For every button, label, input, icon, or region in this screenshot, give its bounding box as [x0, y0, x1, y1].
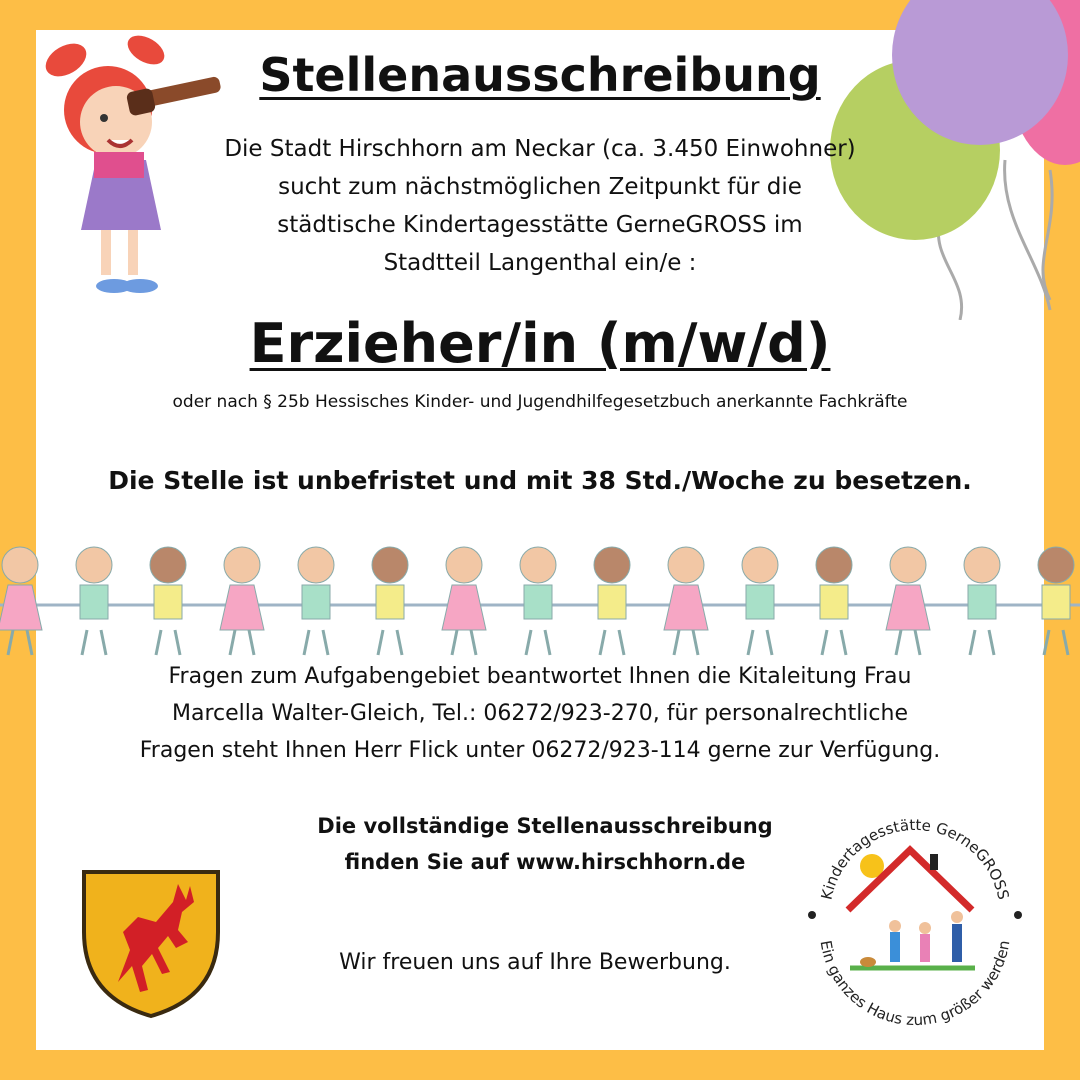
full-ad-line: finden Sie auf www.hirschhorn.de	[344, 850, 746, 874]
coat-of-arms-stag	[78, 862, 224, 1020]
child-figure	[816, 547, 852, 655]
kita-gernegross-logo	[800, 810, 1030, 1040]
intro-line: Stadtteil Langenthal ein/e :	[383, 250, 697, 276]
intro-line: Die Stadt Hirschhorn am Neckar (ca. 3.450 Einwohner)	[224, 136, 856, 162]
logo-bottom-text: Ein ganzes Haus zum größer werden	[816, 938, 1014, 1030]
child-figure	[298, 547, 334, 655]
contact-line: Fragen zum Aufgabengebiet beantwortet Ihnen die Kitaleitung Frau	[168, 664, 912, 689]
contact-line: Fragen steht Ihnen Herr Flick unter 06272/923-114 gerne zur Verfügung.	[139, 738, 941, 763]
contact-text	[0, 658, 1080, 769]
contact-line: Marcella Walter-Gleich, Tel.: 06272/923-270, für personalrechtliche	[171, 701, 908, 726]
child-figure	[742, 547, 778, 655]
page-title: Stellenausschreibung	[259, 48, 821, 102]
child-figure	[372, 547, 408, 655]
job-title: Erzieher/in (m/w/d)	[249, 312, 831, 375]
child-figure	[964, 547, 1000, 655]
child-figure	[594, 547, 630, 655]
intro-text	[0, 130, 1080, 282]
logo-top-text: Kindertagesstätte GerneGROSS	[817, 815, 1013, 902]
child-figure	[520, 547, 556, 655]
child-figure	[220, 547, 264, 655]
closing-text: Wir freuen uns auf Ihre Bewerbung.	[339, 950, 731, 975]
child-figure	[1038, 547, 1074, 655]
position-info: Die Stelle ist unbefristet und mit 38 Std./Woche zu besetzen.	[108, 466, 972, 495]
child-figure	[0, 547, 42, 655]
svg-text:Ein ganzes Haus zum größer wer	[817, 939, 1014, 1029]
child-figure	[442, 547, 486, 655]
child-figure	[886, 547, 930, 655]
intro-line: städtische Kindertagesstätte GerneGROSS im	[277, 212, 803, 238]
children-chain-illustration	[0, 535, 1080, 660]
child-figure	[76, 547, 112, 655]
child-figure	[150, 547, 186, 655]
full-ad-line: Die vollständige Stellenausschreibung	[317, 814, 773, 838]
intro-line: sucht zum nächstmöglichen Zeitpunkt für die	[278, 174, 802, 200]
child-figure	[664, 547, 708, 655]
job-alternative: oder nach § 25b Hessisches Kinder- und Jugendhilfegesetzbuch anerkannte Fachkräfte	[172, 392, 908, 412]
